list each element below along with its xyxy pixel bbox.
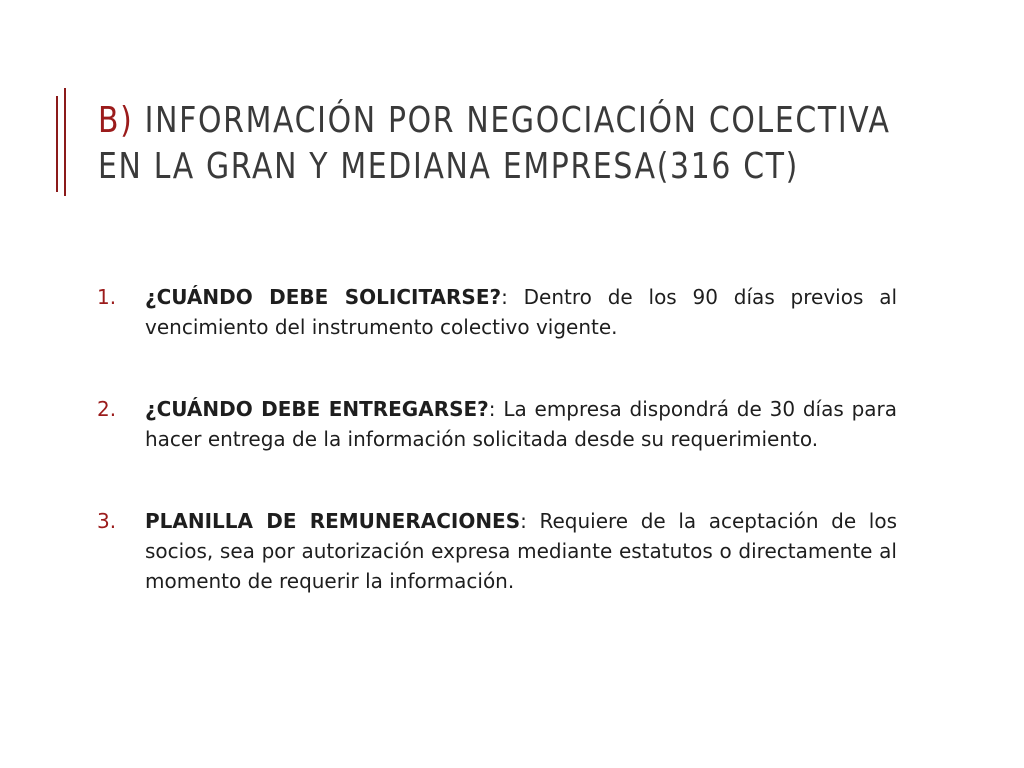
item-lead: ¿CUÁNDO DEBE ENTREGARSE? [145, 397, 489, 421]
item-number: 2. [97, 397, 117, 421]
item-lead: PLANILLA DE REMUNERACIONES [145, 509, 521, 533]
item-lead: ¿CUÁNDO DEBE SOLICITARSE? [145, 285, 502, 309]
list-item [97, 282, 897, 342]
title-prefix: B) [98, 100, 134, 141]
title-accent-bar-right [64, 88, 66, 196]
slide-title [98, 98, 891, 190]
item-text: : Dentro de los 90 días previos al vencimiento del instrumento colectivo vigente. [145, 285, 898, 339]
title-line1: INFORMACIÓN POR NEGOCIACIÓN COLECTIVA [144, 100, 891, 141]
list-item [97, 394, 897, 454]
title-accent-bar-left [56, 96, 58, 192]
item-text: : Requiere de la aceptación de los socios, sea por autorización expresa mediante estatutos o directamente al momento de requerir la información. [145, 509, 897, 593]
item-text: : La empresa dispondrá de 30 días para hacer entrega de la información solicitada desde su requerimiento. [145, 397, 898, 451]
item-number: 1. [97, 285, 117, 309]
title-line2: EN LA GRAN Y MEDIANA EMPRESA(316 CT) [98, 146, 799, 187]
item-number: 3. [97, 509, 117, 533]
numbered-list [97, 282, 897, 596]
list-item [97, 506, 897, 596]
